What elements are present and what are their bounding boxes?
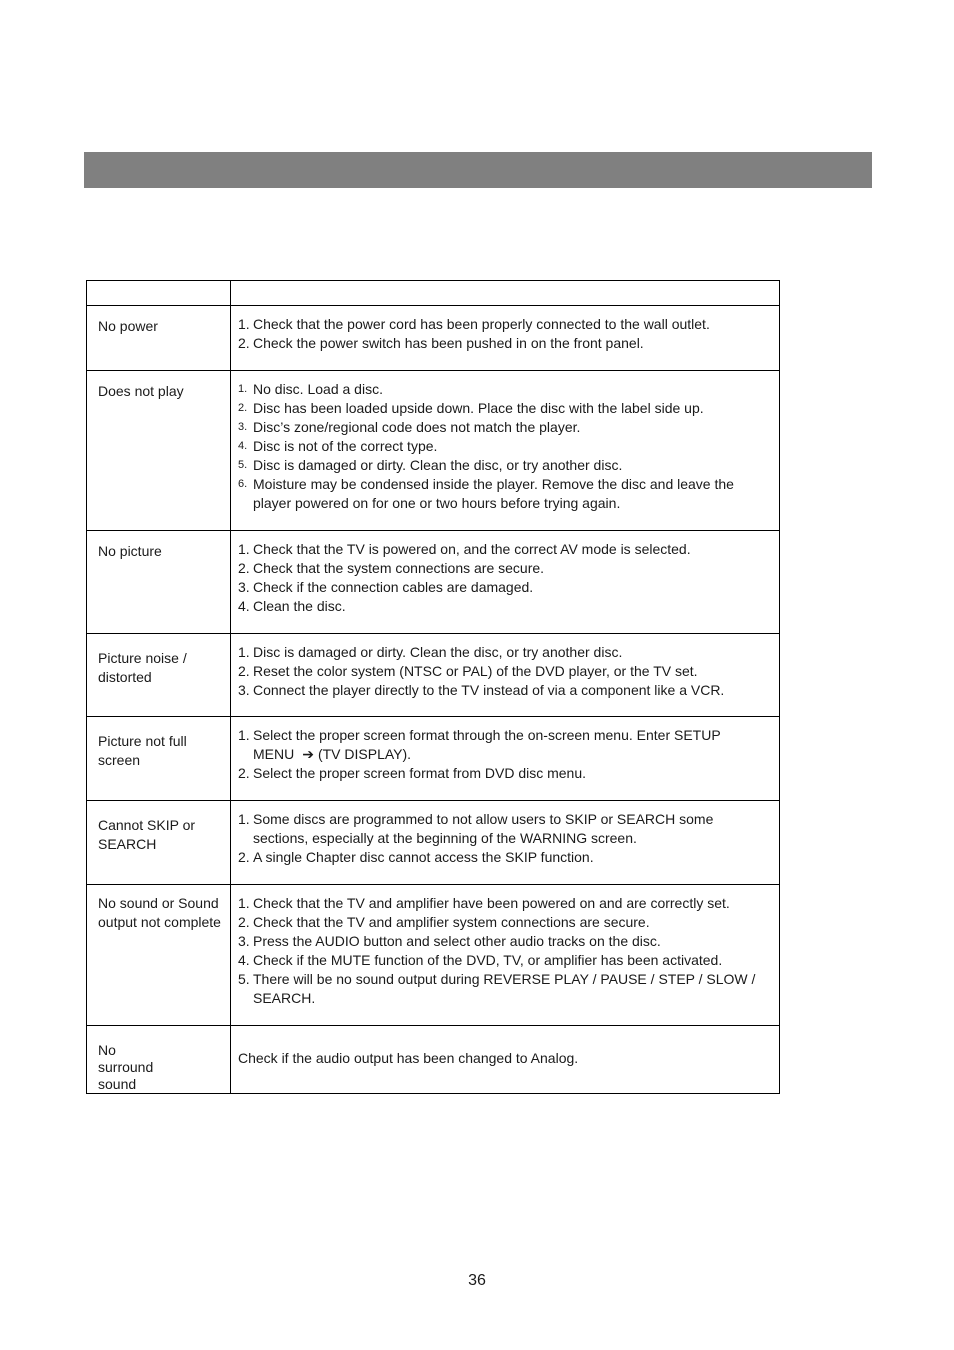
symptom-cell: Cannot SKIP or SEARCH	[98, 817, 196, 852]
solution-item: 1. No disc. Load a disc.	[238, 381, 383, 397]
table-row	[87, 371, 780, 531]
solution-item: 2. Reset the color system (NTSC or PAL) of the DVD player, or the TV set.	[238, 663, 698, 679]
solution-list	[238, 540, 771, 616]
solution-list	[238, 894, 771, 1008]
solution-item: 4. Disc is not of the correct type.	[238, 438, 438, 454]
page-number: 36	[468, 1272, 486, 1289]
solution-item: 1. Check that the TV is powered on, and the correct AV mode is selected.	[238, 541, 691, 557]
header-cell-symptom	[87, 281, 231, 306]
solution-item: 1. Select the proper screen format through the on-screen menu. Enter SETUP MENU ➔ (TV DISPLAY).	[238, 727, 721, 762]
solution-item: 5. Disc is damaged or dirty. Clean the disc, or try another disc.	[238, 457, 623, 473]
solution-list	[238, 810, 771, 867]
solution-item: 2. Select the proper screen format from DVD disc menu.	[238, 765, 587, 781]
solution-item: 2. Check that the system connections are secure.	[238, 560, 545, 576]
solution-item: 2. Disc has been loaded upside down. Place the disc with the label side up.	[238, 400, 704, 416]
troubleshooting-table	[86, 280, 780, 1094]
header-cell-solution	[231, 281, 780, 306]
solution-item: 1. Some discs are programmed to not allow users to SKIP or SEARCH some sections, especially at the beginning of the WARNING screen.	[238, 811, 714, 846]
table-header-row	[87, 281, 780, 306]
solution-item: 2. Check that the TV and amplifier system connections are secure.	[238, 914, 650, 930]
table-row	[87, 801, 780, 885]
table-row	[87, 531, 780, 634]
solution-item: 4. Clean the disc.	[238, 598, 346, 614]
solution-item: 3. Connect the player directly to the TV instead of via a component like a VCR.	[238, 682, 725, 698]
table-row	[87, 885, 780, 1026]
arrow-right-icon: ➔	[302, 746, 314, 762]
symptom-cell: No sound or Sound output not complete	[98, 895, 221, 930]
symptom-cell: No surround sound	[98, 1042, 154, 1092]
table-row	[87, 717, 780, 801]
solution-item: 1. Disc is damaged or dirty. Clean the disc, or try another disc.	[238, 644, 623, 660]
solution-list	[238, 315, 771, 353]
solution-item: 4. Check if the MUTE function of the DVD, TV, or amplifier has been activated.	[238, 952, 723, 968]
solution-item: 5. There will be no sound output during REVERSE PLAY / PAUSE / STEP / SLOW / SEARCH.	[238, 971, 756, 1006]
symptom-cell: No power	[98, 318, 158, 334]
table-row	[87, 634, 780, 717]
symptom-cell: Does not play	[98, 383, 184, 399]
solution-item: 3. Check if the connection cables are damaged.	[238, 579, 534, 595]
solution-item: 3. Press the AUDIO button and select other audio tracks on the disc.	[238, 933, 661, 949]
solution-list	[238, 643, 771, 700]
solution-text: Check if the audio output has been changed to Analog.	[238, 1050, 579, 1066]
solution-item: 6. Moisture may be condensed inside the player. Remove the disc and leave the player powered on for one or two hours before trying again.	[238, 476, 734, 511]
symptom-cell: Picture not full screen	[98, 733, 187, 768]
solution-item: 3. Disc’s zone/regional code does not match the player.	[238, 419, 581, 435]
table-row	[87, 306, 780, 371]
solution-item: 1. Check that the power cord has been properly connected to the wall outlet.	[238, 316, 710, 332]
table-row	[87, 1026, 780, 1094]
symptom-cell: Picture noise / distorted	[98, 650, 187, 685]
solution-item: 1. Check that the TV and amplifier have been powered on and are correctly set.	[238, 895, 730, 911]
solution-item: 2. A single Chapter disc cannot access the SKIP function.	[238, 849, 594, 865]
section-header-bar	[84, 152, 872, 188]
solution-list	[238, 380, 771, 513]
solution-item: 2. Check the power switch has been pushed in on the front panel.	[238, 335, 644, 351]
symptom-cell: No picture	[98, 543, 162, 559]
solution-list	[238, 726, 771, 783]
